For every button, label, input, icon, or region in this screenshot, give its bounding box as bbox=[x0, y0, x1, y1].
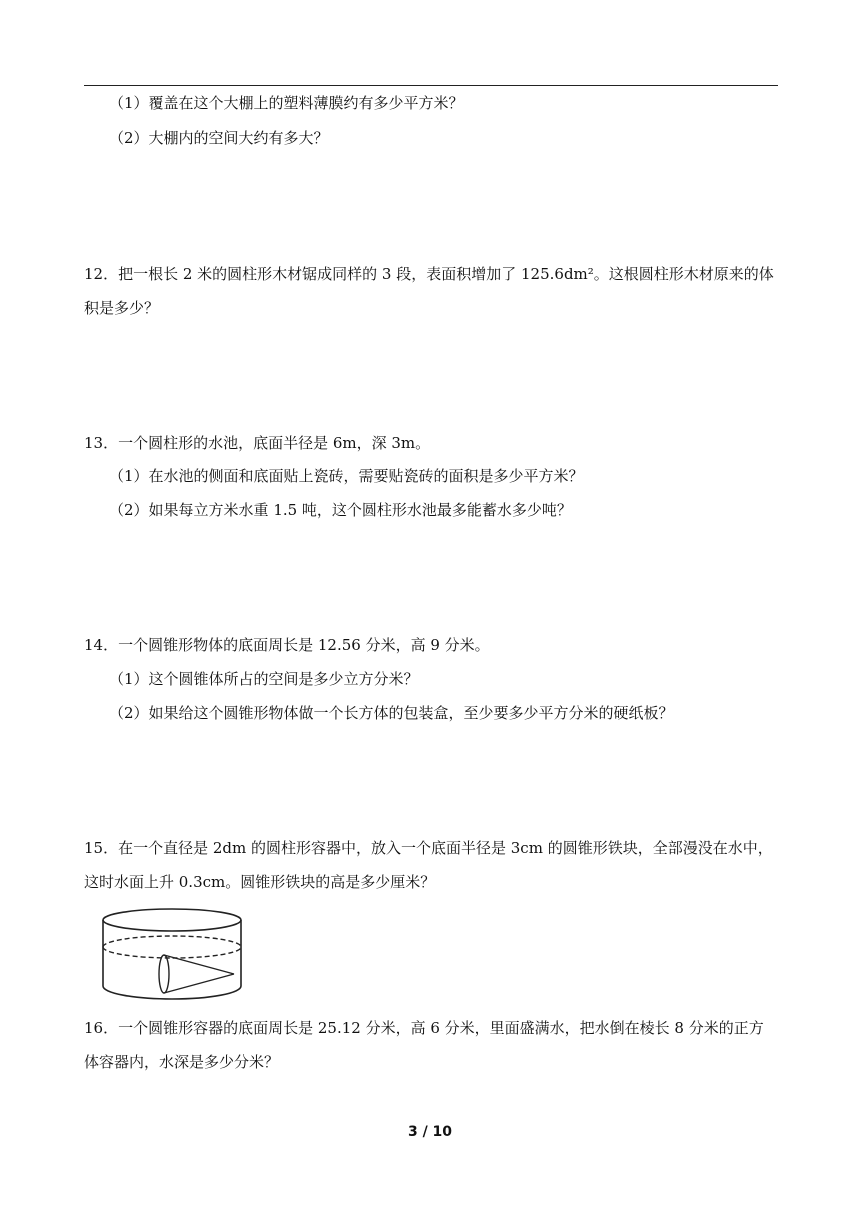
header-rule bbox=[84, 85, 778, 86]
q15-line2: 这时水面上升 0.3cm。圆锥形铁块的高是多少厘米？ bbox=[84, 873, 436, 891]
q16-line2: 体容器内，水深是多少分米？ bbox=[84, 1053, 280, 1071]
q12-line2: 积是多少？ bbox=[84, 299, 160, 317]
q11-part2: （2）大棚内的空间大约有多大？ bbox=[109, 129, 329, 147]
q11-part1: （1）覆盖在这个大棚上的塑料薄膜约有多少平方米？ bbox=[109, 94, 464, 112]
q13-part2: （2）如果每立方米水重 1.5 吨，这个圆柱形水池最多能蓄水多少吨？ bbox=[109, 501, 572, 519]
q15-line1: 15．在一个直径是 2dm 的圆柱形容器中，放入一个底面半径是 3cm 的圆锥形铁块，全部漫没在水中， bbox=[84, 839, 773, 857]
q12-line1: 12．把一根长 2 米的圆柱形木材锯成同样的 3 段，表面积增加了 125.6dm²。这根圆柱形木材原来的体 bbox=[84, 265, 774, 283]
q16-line1: 16．一个圆锥形容器的底面周长是 25.12 分米，高 6 分米，里面盛满水，把水倒在棱长 8 分米的正方 bbox=[84, 1019, 764, 1037]
q14-part2: （2）如果给这个圆锥形物体做一个长方体的包装盒，至少要多少平方分米的硬纸板？ bbox=[109, 704, 674, 722]
q13-stem: 13．一个圆柱形的水池，底面半径是 6m，深 3m。 bbox=[84, 434, 431, 452]
q13-part1: （1）在水池的侧面和底面贴上瓷砖，需要贴瓷砖的面积是多少平方米？ bbox=[109, 467, 584, 485]
q14-part1: （1）这个圆锥体所占的空间是多少立方分米？ bbox=[109, 670, 419, 688]
q14-stem: 14．一个圆锥形物体的底面周长是 12.56 分米，高 9 分米。 bbox=[84, 636, 490, 654]
cylinder-cone-figure bbox=[100, 906, 244, 1002]
page-number: 3 / 10 bbox=[407, 1124, 453, 1140]
